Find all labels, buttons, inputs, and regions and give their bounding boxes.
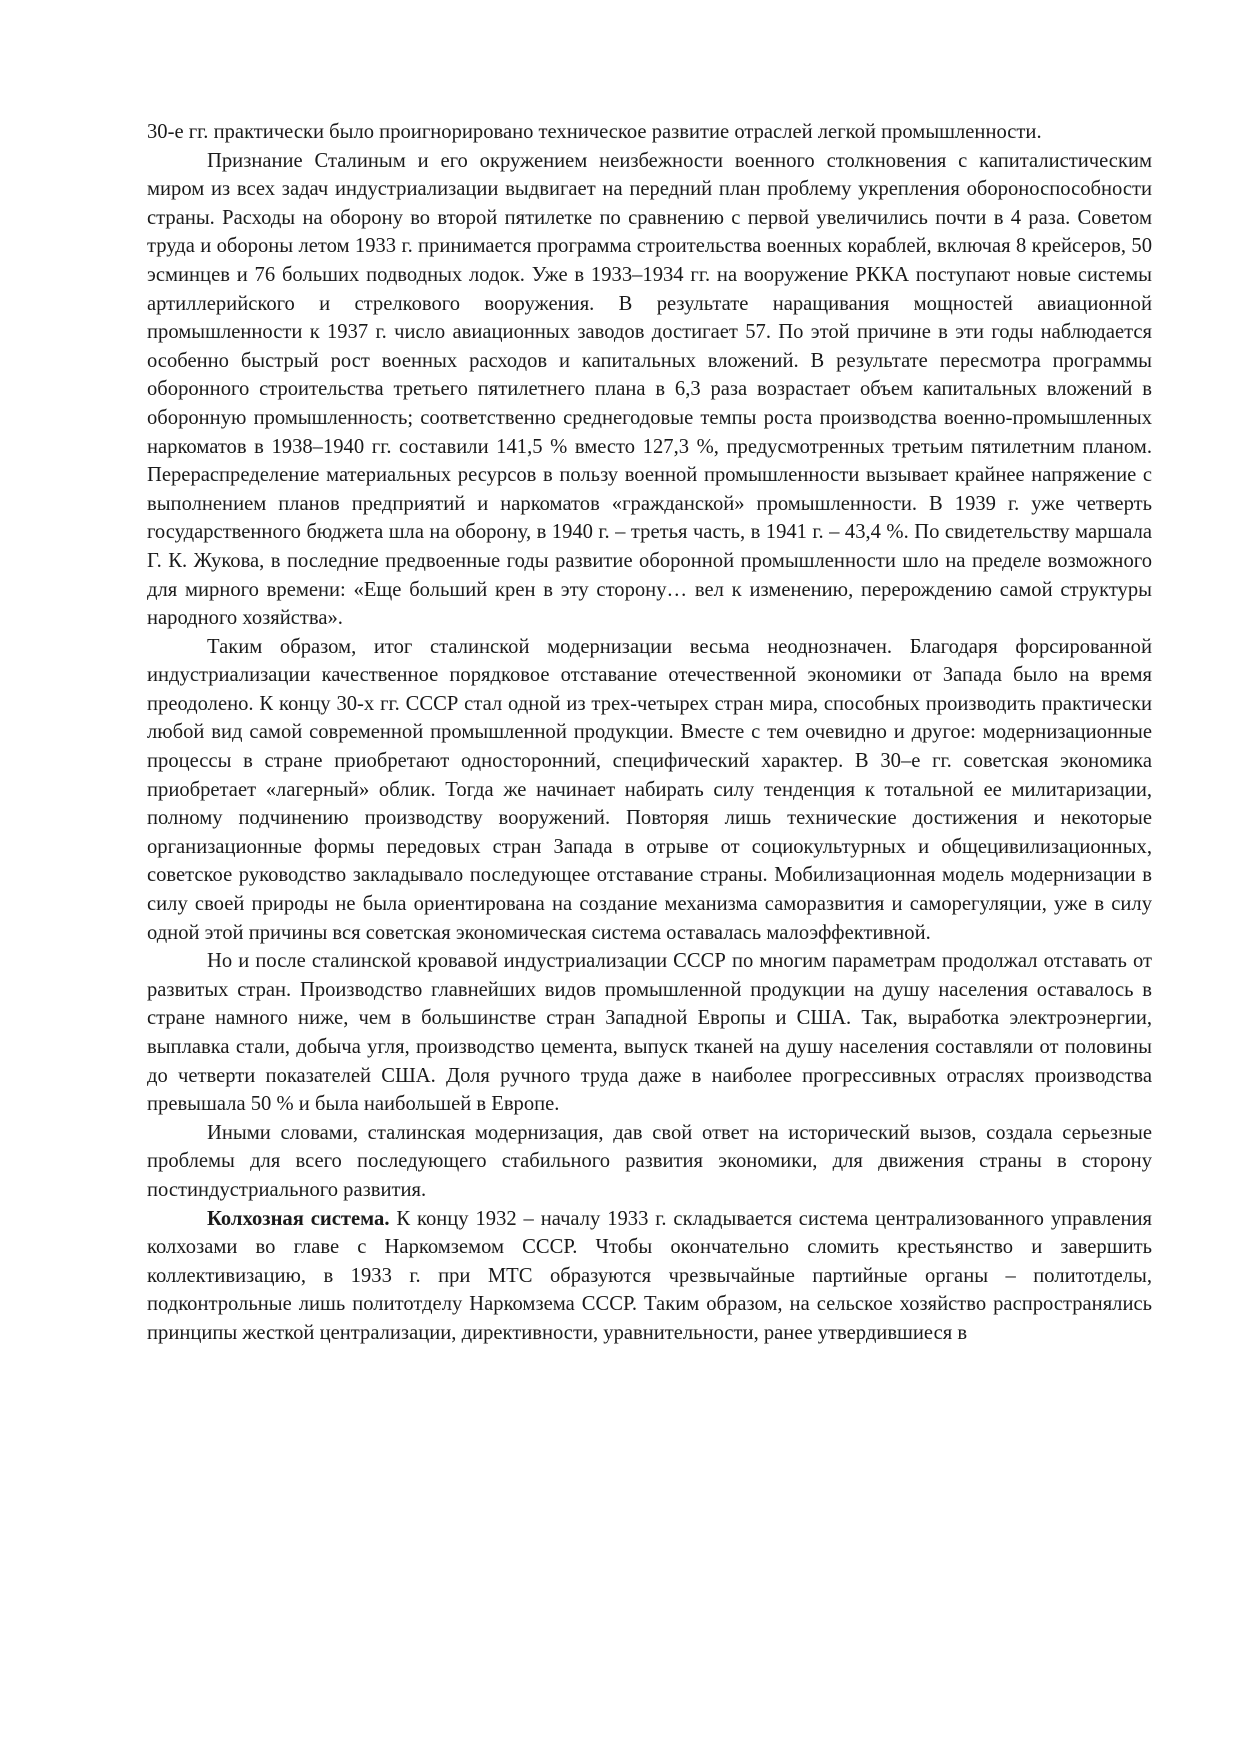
paragraph-6 (147, 1205, 1152, 1348)
paragraph-4: Но и после сталинской кровавой индустриализации СССР по многим параметрам продолжал отставать от развитых стран. Производство главнейших видов промышленной продукции на душу населения оставалось в стране намного ниже, чем в большинстве стран Западной Европы и США. Так, выработка электроэнергии, выплавка стали, добыча угля, производство цемента, выпуск тканей на душу населения составляли от половины до четверти показателей США. Доля ручного труда даже в наиболее прогрессивных отраслях производства превышала 50 % и была наибольшей в Европе. (147, 950, 1152, 1116)
paragraph-5: Иными словами, сталинская модернизация, дав свой ответ на исторический вызов, создала серьезные проблемы для всего последующего стабильного развития экономики, для движения страны в сторону постиндустриального развития. (147, 1121, 1152, 1201)
paragraph-6-text: К концу 1932 – началу 1933 г. складывается система централизованного управления колхозами во главе с Наркомземом СССР. Чтобы окончательно сломить крестьянство и завершить коллективизацию, в 1933 г. при МТС образуются чрезвычайные партийные органы – политотделы, подконтрольные лишь политотделу Наркомзема СССР. Таким образом, на сельское хозяйство распространялись принципы жесткой централизации, директивности, уравнительности, ранее утвердившиеся в (147, 1207, 1152, 1344)
paragraph-3: Таким образом, итог сталинской модернизации весьма неоднозначен. Благодаря форсированной индустриализации качественное порядковое отставание отечественной экономики от Запада было на время преодолено. К концу 30-х гг. СССР стал одной из трех-четырех стран мира, способных производить практически любой вид самой современной промышленной продукции. Вместе с тем очевидно и другое: модернизационные процессы в стране приобретают односторонний, специфический характер. В 30–е гг. советская экономика приобретает «лагерный» облик. Тогда же начинает набирать силу тенденция к тотальной ее милитаризации, полному подчинению производству вооружений. Повторяя лишь технические достижения и некоторые организационные формы передовых стран Запада в отрыве от социокультурных и общецивилизационных, советское руководство закладывало последующее отставание страны. Мобилизационная модель модернизации в силу своей природы не была ориентирована на создание механизма саморазвития и саморегуляции, уже в силу одной этой причины вся советская экономическая система оставалась малоэффективной. (147, 635, 1152, 944)
paragraph-1: 30-е гг. практически было проигнорировано техническое развитие отраслей легкой промышленности. (147, 121, 1042, 143)
paragraph-2: Признание Сталиным и его окружением неизбежности военного столкновения с капиталистическим миром из всех задач индустриализации выдвигает на передний план проблему укрепления обороноспособности страны. Расходы на оборону во второй пятилетке по сравнению с первой увеличились почти в 4 раза. Советом труда и обороны летом 1933 г. принимается программа строительства военных кораблей, включая 8 крейсеров, 50 эсминцев и 76 больших подводных лодок. Уже в 1933–1934 гг. на вооружение РККА поступают новые системы артиллерийского и стрелкового вооружения. В результате наращивания мощностей авиационной промышленности к 1937 г. число авиационных заводов достигает 57. По этой причине в эти годы наблюдается особенно быстрый рост военных расходов и капитальных вложений. В результате пересмотра программы оборонного строительства третьего пятилетнего плана в 6,3 раза возрастает объем капитальных вложений в оборонную промышленность; соответственно среднегодовые темпы роста производства военно-промышленных наркоматов в 1938–1940 гг. составили 141,5 % вместо 127,3 %, предусмотренных третьим пятилетним планом. Перераспределение материальных ресурсов в пользу военной промышленности вызывает крайнее напряжение с выполнением планов предприятий и наркоматов «гражданской» промышленности. В 1939 г. уже четверть государственного бюджета шла на оборону, в 1940 г. – третья часть, в 1941 г. – 43,4 %. По свидетельству маршала Г. К. Жукова, в последние предвоенные годы развитие оборонной промышленности шло на пределе возможного для мирного времени: «Еще больший крен в эту сторону… вел к изменению, перерождению самой структуры народного хозяйства». (147, 149, 1152, 630)
document-page (147, 118, 1152, 1348)
section-heading: Колхозная система. (207, 1207, 390, 1230)
